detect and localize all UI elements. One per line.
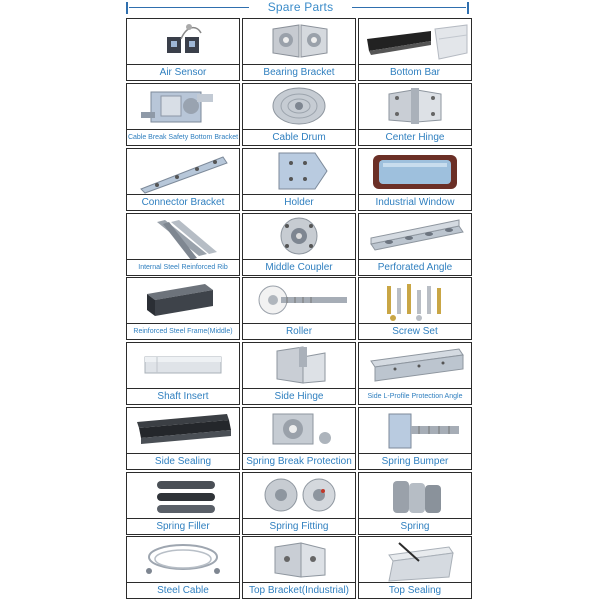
part-card[interactable] — [126, 536, 240, 599]
part-label: Spring Filler — [156, 521, 210, 532]
part-card[interactable] — [242, 536, 356, 599]
part-label: Connector Bracket — [141, 197, 225, 208]
page-title: Spare Parts — [267, 0, 334, 14]
part-label: Holder — [284, 197, 314, 208]
holder-icon — [243, 149, 355, 195]
perforated-angle-icon — [359, 214, 471, 260]
part-label: Steel Cable — [157, 585, 209, 596]
part-card[interactable] — [358, 213, 472, 276]
header-left-rule — [129, 7, 249, 8]
part-label: Shaft Insert — [157, 391, 209, 402]
top-bracket-icon — [243, 537, 355, 583]
part-card[interactable] — [242, 213, 356, 276]
part-card[interactable] — [126, 148, 240, 211]
roller-icon — [243, 278, 355, 324]
steel-frame-icon — [127, 278, 239, 324]
middle-coupler-icon — [243, 214, 355, 260]
cable-break-bracket-icon — [127, 84, 239, 130]
part-label: Top Bracket(Industrial) — [248, 585, 350, 596]
header-left-tick — [126, 2, 128, 14]
bearing-bracket-icon — [243, 19, 355, 65]
part-label: Bottom Bar — [389, 67, 441, 78]
center-hinge-icon — [359, 84, 471, 130]
spring-fitting-icon — [243, 473, 355, 519]
spring-icon — [359, 473, 471, 519]
part-label: Reinforced Steel Frame(Middle) — [133, 328, 233, 335]
part-label: Bearing Bracket — [263, 67, 335, 78]
part-card[interactable] — [358, 536, 472, 599]
part-card[interactable] — [126, 407, 240, 470]
part-label: Spring Fitting — [269, 521, 329, 532]
part-card[interactable] — [242, 342, 356, 405]
part-label: Spring Bumper — [381, 456, 449, 467]
part-label: Industrial Window — [375, 197, 455, 208]
header-right-rule — [352, 7, 466, 8]
part-card[interactable] — [242, 18, 356, 81]
part-label: Cable Break Safety Bottom Bracket — [127, 134, 239, 141]
part-card[interactable] — [358, 18, 472, 81]
part-card[interactable] — [358, 472, 472, 535]
air-sensor-icon — [127, 19, 239, 65]
part-card[interactable] — [242, 148, 356, 211]
part-label: Perforated Angle — [377, 262, 453, 273]
top-sealing-icon — [359, 537, 471, 583]
spring-filler-icon — [127, 473, 239, 519]
part-card[interactable] — [358, 148, 472, 211]
part-card[interactable] — [126, 342, 240, 405]
bottom-bar-icon — [359, 19, 471, 65]
part-label: Cable Drum — [272, 132, 326, 143]
section-header — [0, 0, 600, 16]
steel-rib-icon — [127, 214, 239, 260]
part-card[interactable] — [126, 472, 240, 535]
cable-drum-icon — [243, 84, 355, 130]
part-card[interactable] — [126, 18, 240, 81]
side-hinge-icon — [243, 343, 355, 389]
part-label: Roller — [285, 326, 313, 337]
part-card[interactable] — [242, 407, 356, 470]
spring-break-protection-icon — [243, 408, 355, 454]
part-card[interactable] — [358, 342, 472, 405]
part-card[interactable] — [242, 277, 356, 340]
part-card[interactable] — [126, 83, 240, 146]
steel-cable-icon — [127, 537, 239, 583]
part-card[interactable] — [242, 472, 356, 535]
part-card[interactable] — [126, 213, 240, 276]
part-label: Top Sealing — [388, 585, 442, 596]
part-label: Side L-Profile Protection Angle — [367, 393, 463, 400]
part-label: Air Sensor — [159, 67, 207, 78]
industrial-window-icon — [359, 149, 471, 195]
shaft-insert-icon — [127, 343, 239, 389]
header-right-tick — [467, 2, 469, 14]
part-card[interactable] — [242, 83, 356, 146]
screw-set-icon — [359, 278, 471, 324]
part-label: Side Sealing — [154, 456, 212, 467]
spring-bumper-icon — [359, 408, 471, 454]
part-card[interactable] — [358, 407, 472, 470]
side-sealing-icon — [127, 408, 239, 454]
part-label: Middle Coupler — [265, 262, 333, 273]
part-label: Side Hinge — [274, 391, 324, 402]
part-label: Spring Break Protection — [246, 456, 352, 467]
part-card[interactable] — [358, 83, 472, 146]
part-label: Screw Set — [392, 326, 438, 337]
parts-grid — [126, 18, 472, 600]
connector-bracket-icon — [127, 149, 239, 195]
part-label: Spring — [400, 521, 430, 532]
part-label: Internal Steel Reinforced Rib — [138, 264, 228, 271]
part-card[interactable] — [126, 277, 240, 340]
part-card[interactable] — [358, 277, 472, 340]
part-label: Center Hinge — [385, 132, 445, 143]
l-profile-angle-icon — [359, 343, 471, 389]
